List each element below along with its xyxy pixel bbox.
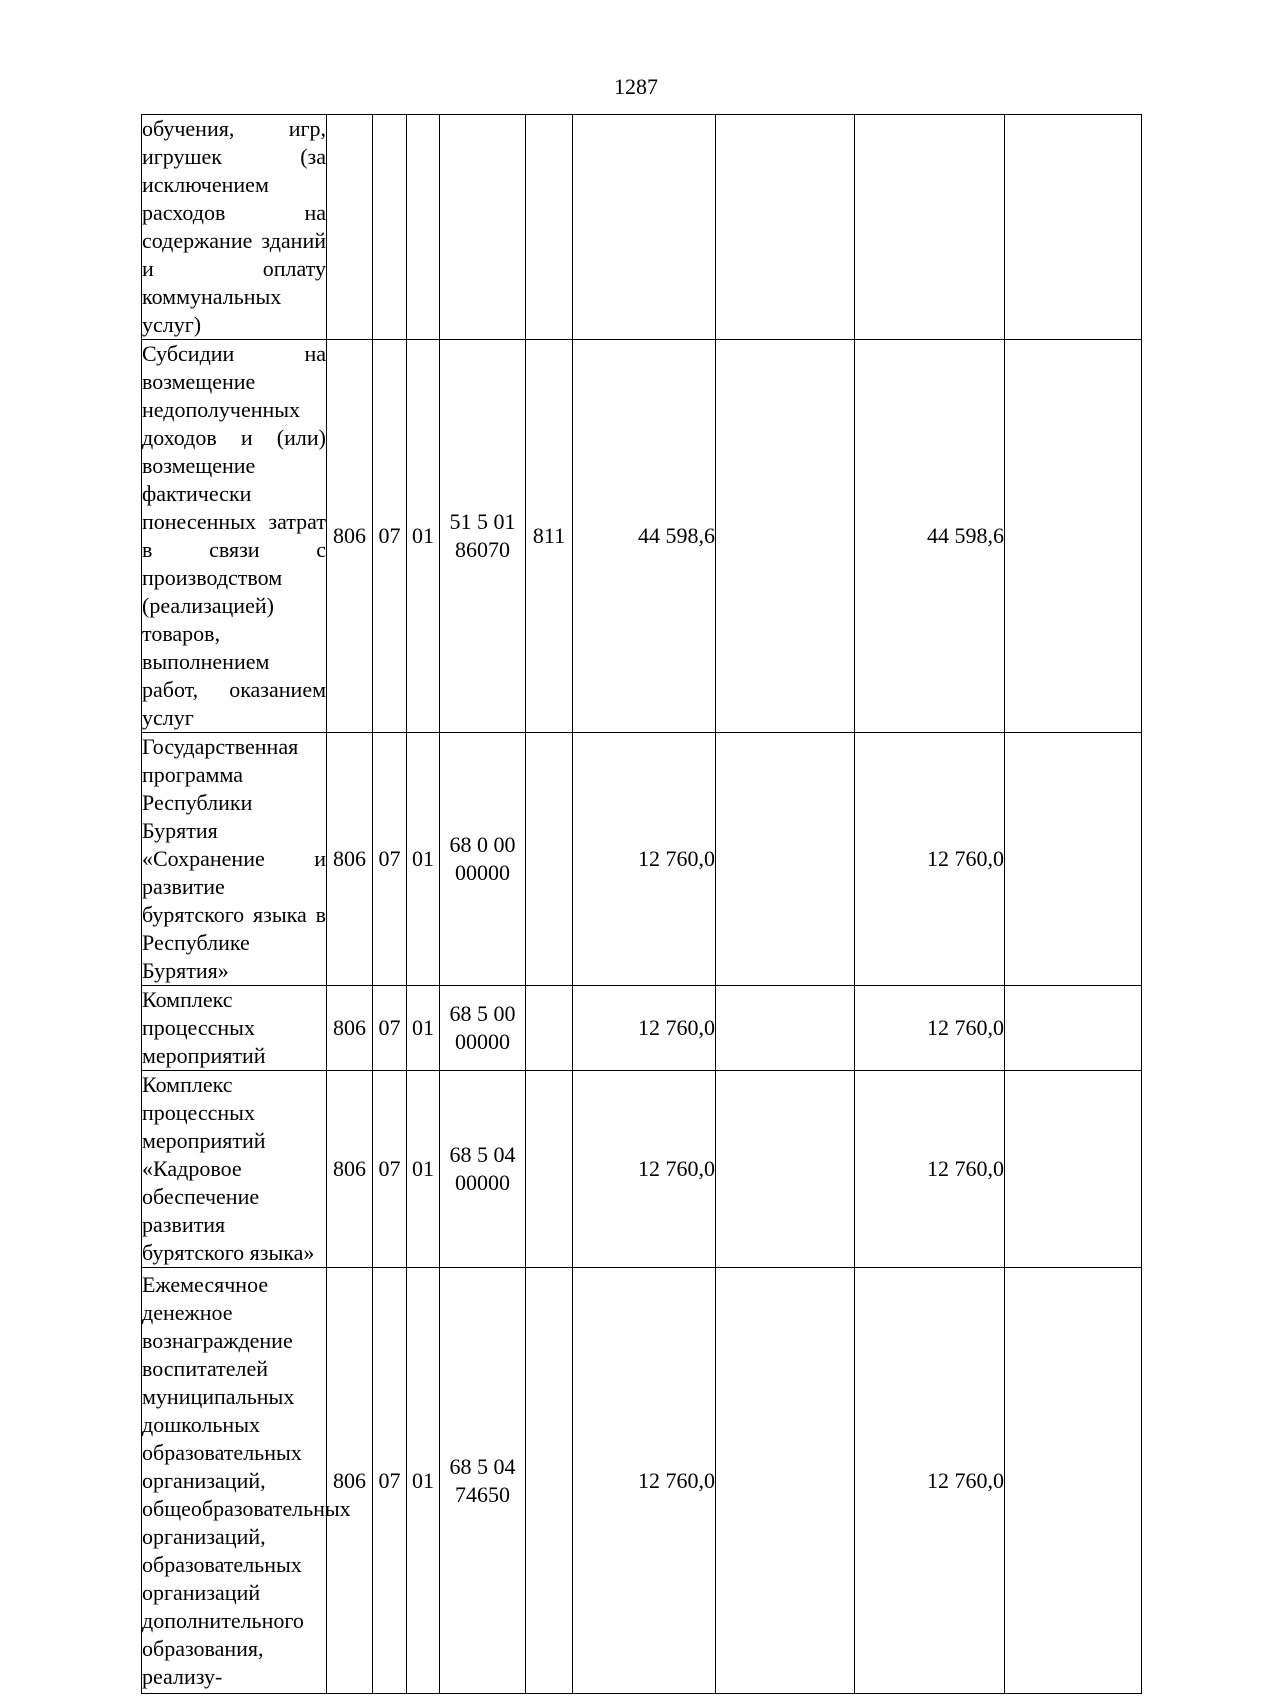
amount-column-4 xyxy=(1005,115,1142,340)
grbs-code xyxy=(327,115,373,340)
section-code: 07 xyxy=(373,986,407,1071)
table-row xyxy=(142,733,1142,986)
row-description: Государственная программа Республики Бурятия «Сохранение и развитие бурятского языка в Республике Бурятия» xyxy=(142,733,327,986)
grbs-code: 806 xyxy=(327,1071,373,1268)
target-article-code: 68 0 00 00000 xyxy=(440,733,526,986)
subsection-code: 01 xyxy=(407,986,440,1071)
amount-column-3: 12 760,0 xyxy=(855,733,1005,986)
section-code xyxy=(373,115,407,340)
expense-type-code xyxy=(526,1071,573,1268)
expense-type-code: 811 xyxy=(526,340,573,733)
amount-column-3: 44 598,6 xyxy=(855,340,1005,733)
grbs-code: 806 xyxy=(327,986,373,1071)
target-article-code: 68 5 04 74650 xyxy=(440,1268,526,1694)
subsection-code: 01 xyxy=(407,733,440,986)
expense-type-code xyxy=(526,115,573,340)
budget-table xyxy=(141,114,1142,1694)
amount-total: 12 760,0 xyxy=(573,1268,716,1694)
amount-total: 12 760,0 xyxy=(573,1071,716,1268)
amount-column-4 xyxy=(1005,340,1142,733)
grbs-code: 806 xyxy=(327,1268,373,1694)
amount-total: 44 598,6 xyxy=(573,340,716,733)
section-code: 07 xyxy=(373,1268,407,1694)
table-row xyxy=(142,1268,1142,1694)
amount-total xyxy=(573,115,716,340)
table-row xyxy=(142,115,1142,340)
section-code: 07 xyxy=(373,340,407,733)
amount-column-4 xyxy=(1005,986,1142,1071)
row-description: обучения, игр, игрушек (за исключением расходов на содержание зданий и оплату коммунальных услуг) xyxy=(142,115,327,340)
page-number: 1287 xyxy=(614,74,658,99)
expense-type-code xyxy=(526,986,573,1071)
amount-column-2 xyxy=(716,986,855,1071)
amount-total: 12 760,0 xyxy=(573,733,716,986)
table-row xyxy=(142,986,1142,1071)
table-row xyxy=(142,340,1142,733)
amount-column-4 xyxy=(1005,1268,1142,1694)
amount-column-2 xyxy=(716,115,855,340)
section-code: 07 xyxy=(373,733,407,986)
subsection-code: 01 xyxy=(407,1071,440,1268)
amount-column-2 xyxy=(716,733,855,986)
amount-column-4 xyxy=(1005,1071,1142,1268)
amount-column-2 xyxy=(716,340,855,733)
row-description: Комплекс процессных мероприятий xyxy=(142,986,327,1071)
expense-type-code xyxy=(526,1268,573,1694)
amount-column-3 xyxy=(855,115,1005,340)
amount-column-3: 12 760,0 xyxy=(855,1268,1005,1694)
subsection-code xyxy=(407,115,440,340)
table-row xyxy=(142,1071,1142,1268)
section-code: 07 xyxy=(373,1071,407,1268)
target-article-code: 51 5 01 86070 xyxy=(440,340,526,733)
target-article-code xyxy=(440,115,526,340)
target-article-code: 68 5 04 00000 xyxy=(440,1071,526,1268)
subsection-code: 01 xyxy=(407,1268,440,1694)
amount-column-2 xyxy=(716,1268,855,1694)
row-description: Комплекс процессных мероприятий «Кадровое обеспечение развития бурятского языка» xyxy=(142,1071,327,1268)
target-article-code: 68 5 00 00000 xyxy=(440,986,526,1071)
row-description: Субсидии на возмещение недополученных доходов и (или) возмещение фактически понесенных затрат в связи с производством (реализацией) товаров, выполнением работ, оказанием услуг xyxy=(142,340,327,733)
amount-total: 12 760,0 xyxy=(573,986,716,1071)
row-description: Ежемесячное денежное вознаграждение воспитателей муниципальных дошкольных образовательных организаций, общеобразовательных организаций, образовательных организаций дополнительного образования, реализу- xyxy=(142,1268,327,1694)
grbs-code: 806 xyxy=(327,733,373,986)
amount-column-2 xyxy=(716,1071,855,1268)
subsection-code: 01 xyxy=(407,340,440,733)
amount-column-4 xyxy=(1005,733,1142,986)
amount-column-3: 12 760,0 xyxy=(855,986,1005,1071)
grbs-code: 806 xyxy=(327,340,373,733)
expense-type-code xyxy=(526,733,573,986)
amount-column-3: 12 760,0 xyxy=(855,1071,1005,1268)
